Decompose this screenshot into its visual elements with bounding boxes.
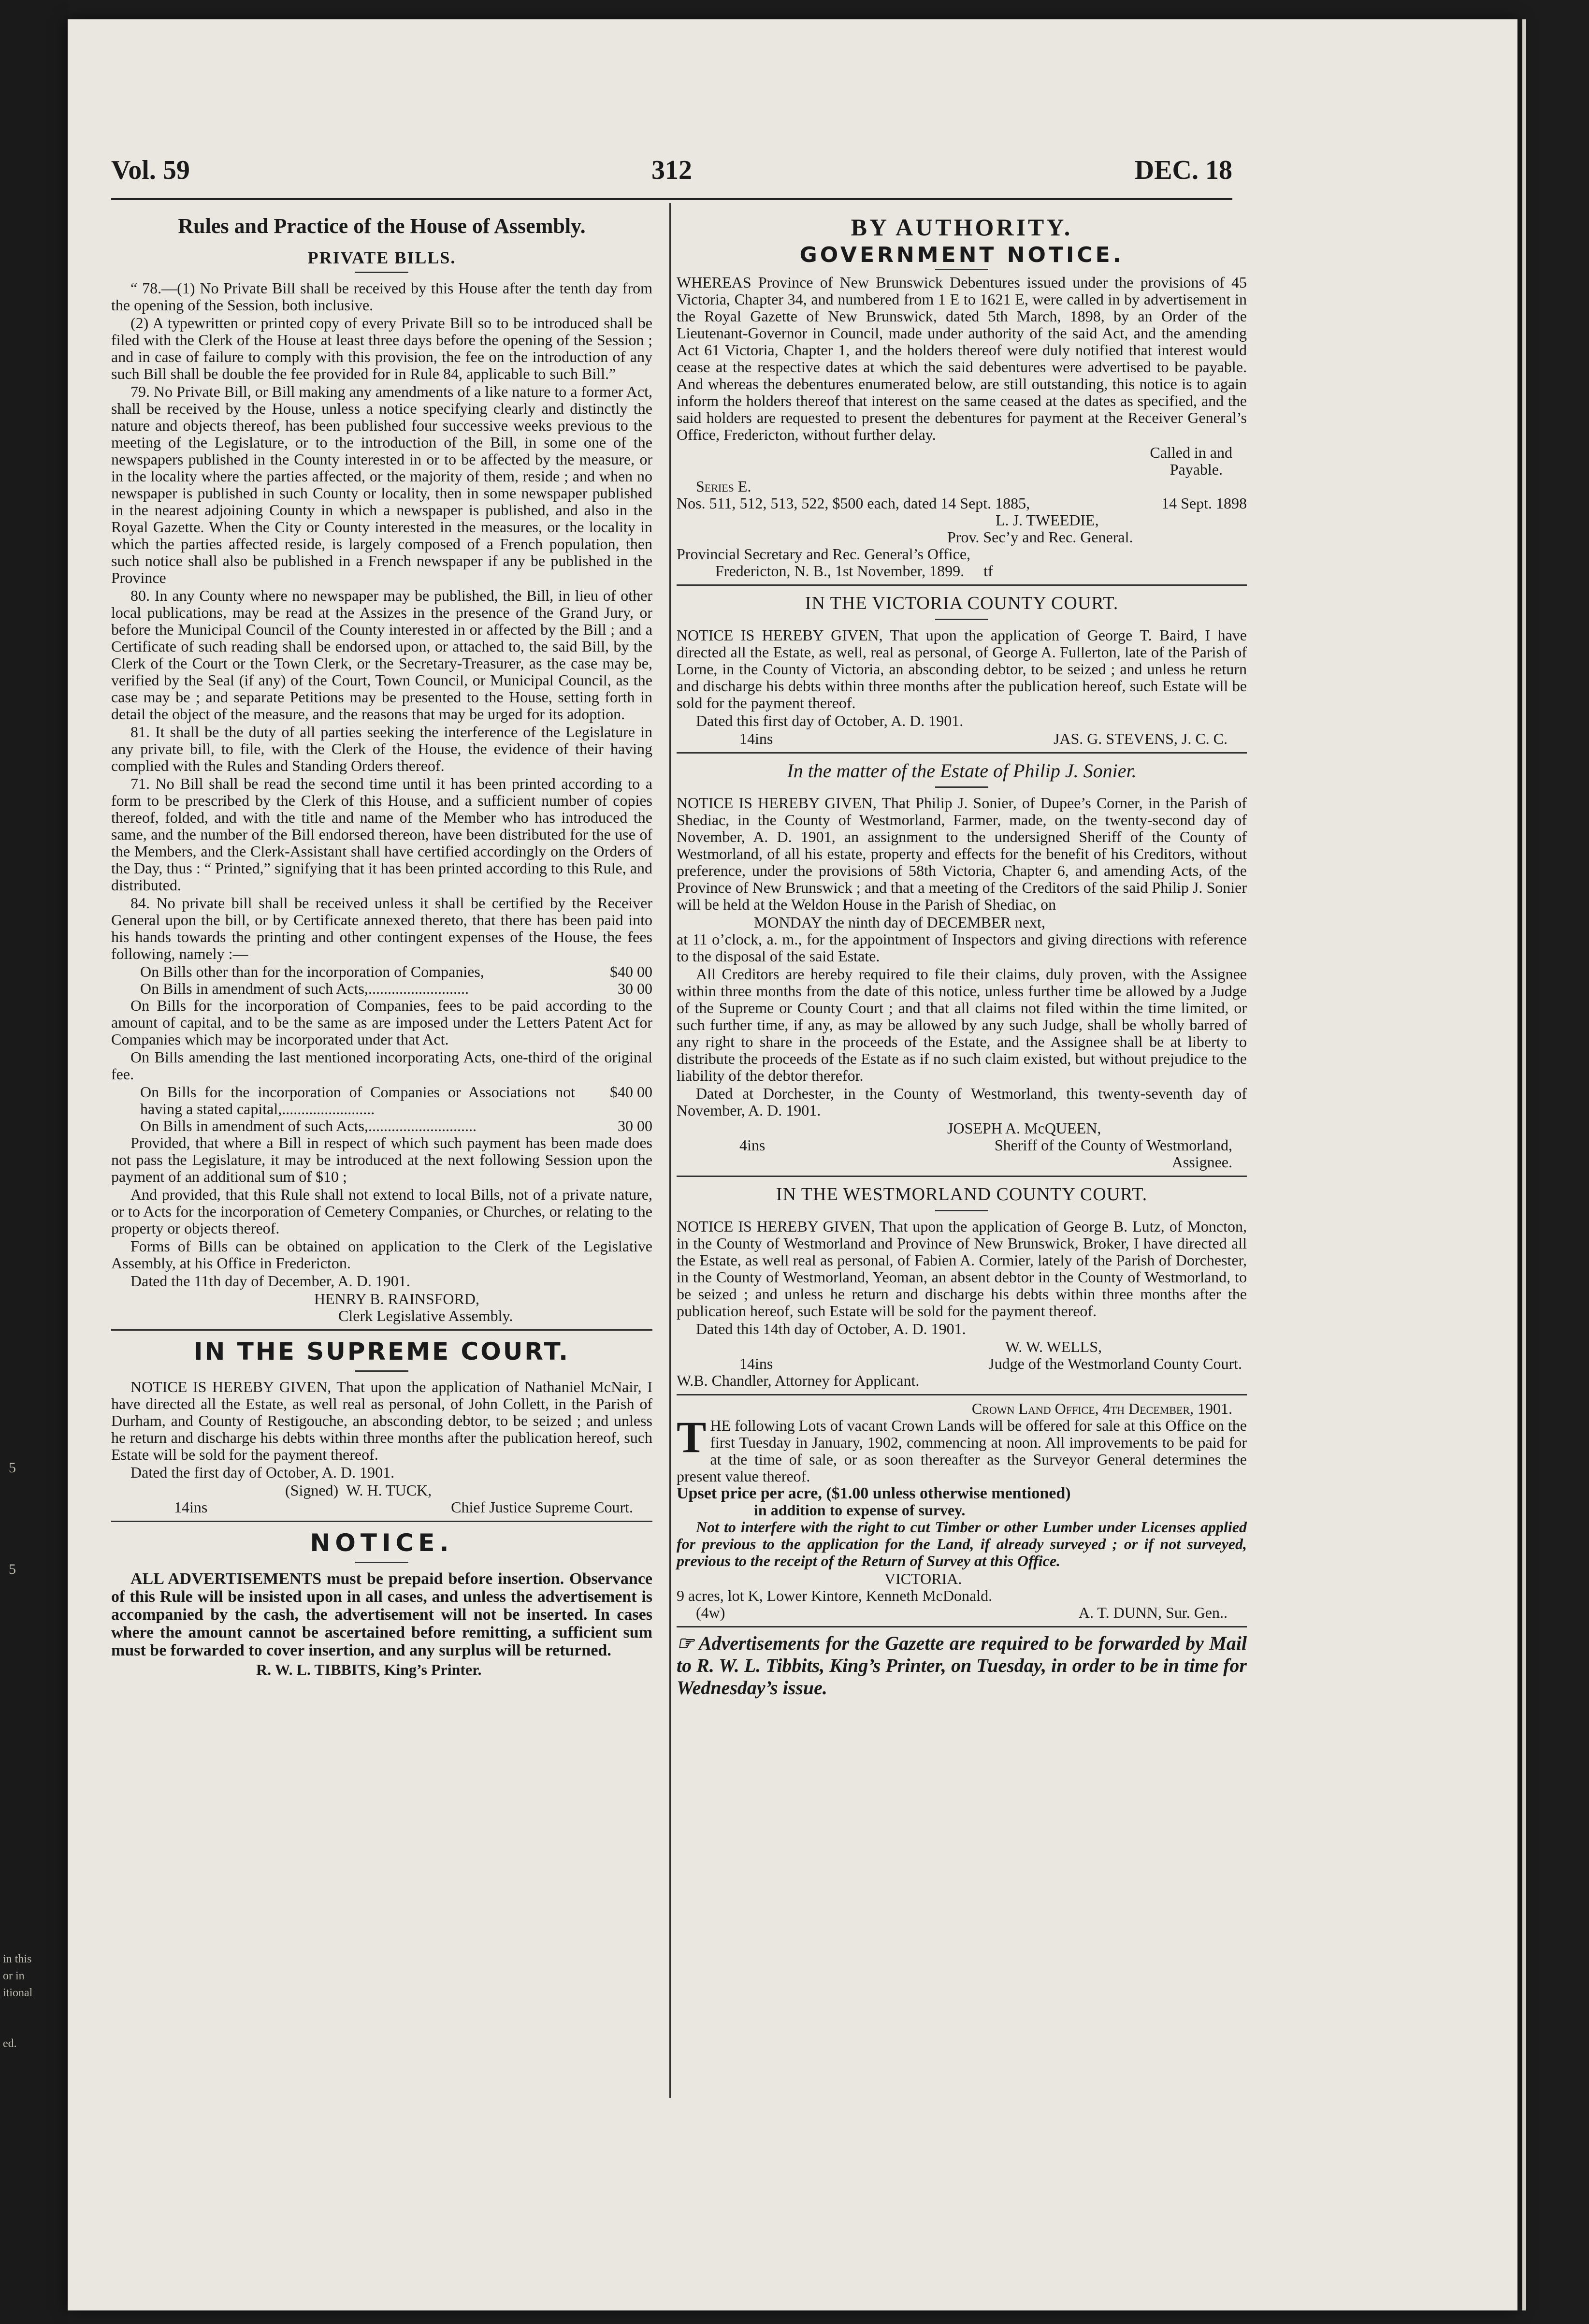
sheriff-title-line (677, 1137, 1247, 1154)
supreme-signed-line (111, 1482, 652, 1499)
fee-paragraph: On Bills for the incorporation of Companies, fees to be paid according to the amount of capital, and to be the same as are imposed under the Letters Patent Act for Companies which may be incorporated under that Act. (111, 997, 652, 1048)
supreme-title-line (111, 1499, 652, 1516)
rule-paragraph: (2) A typewritten or printed copy of every Private Bill so to be introduced shall be filed with the Clerk of the House at least three days before the opening of the Session ; and in case of failure to comply with this provision, the fee on the introduction of any such Bill shall be double the fee provided for in Rule 84, applicable to such Bill.” (111, 314, 652, 382)
section-rule (677, 584, 1247, 586)
supreme-dated: Dated the first day of October, A. D. 1901. (130, 1464, 395, 1481)
surveyor-general: A. T. DUNN, Sur. Gen.. (1078, 1604, 1228, 1621)
tweedie-name: L. J. TWEEDIE, (996, 511, 1099, 529)
margin-char: 5 (9, 1561, 16, 1577)
fee-amount: 30 00 (618, 1117, 652, 1134)
lot-listing: 9 acres, lot K, Lower Kintore, Kenneth McDonald. (677, 1587, 993, 1604)
insertions-count: 4ins (739, 1136, 766, 1154)
weeks-count: (4w) (696, 1604, 725, 1621)
victoria-notice-text: NOTICE IS HEREBY GIVEN, That upon the application of George T. Baird, I have directed all the Estate, as well, real as personal, of George A. Fullerton, late of the Parish of Lorne, in the County of Victoria, an absconding debtor, to be seized ; and unless he return and discharge his debts within three months after the publication hereof, such Estate will be sold for the payment thereof. (677, 626, 1247, 712)
rule-paragraph: 80. In any County where no newspaper may be published, the Bill, in lieu of other local publications, may be read at the Assizes in the presence of the Grand Jury, or before the Municipal Council of the County interested in or affected by the Bill ; and a Certificate of such reading shall be endorsed upon, or attached to, the said Bill, by the Clerk of the Court or the Town Clerk, or the Secretary-Treasurer, as the case may be, verified by the Seal (if any) of the Court, Town Council, or Municipal Council, as the case may be ; and separate Petitions may be presented to the House, setting forth in detail the object of the measure, and the reasons that may be urged for its adoption. (111, 587, 652, 723)
fee-paragraph: On Bills amending the last mentioned incorporating Acts, one-third of the original fee. (111, 1048, 652, 1083)
supreme-signer: W. H. TUCK, (346, 1482, 432, 1499)
surveyor-sign-line (677, 1604, 1247, 1621)
supreme-signer-title: Chief Justice Supreme Court. (451, 1498, 633, 1516)
insertions-count: 14ins (739, 1355, 773, 1372)
section-rule (677, 752, 1247, 754)
column-divider (669, 203, 671, 2098)
insertions-count: 14ins (174, 1498, 208, 1516)
short-rule (355, 1562, 408, 1563)
fee-label: On Bills for the incorporation of Companies or Associations not having a stated capital,........................ (140, 1083, 575, 1118)
right-column (677, 213, 1247, 1700)
rule-paragraph: Provided, that where a Bill in respect of which such payment has been made does not pass the Legislature, it may be introduced at the next following Session upon the payment of an additional sum of $10 ; (111, 1134, 652, 1185)
victoria-signer: JAS. G. STEVENS, J. C. C. (1053, 730, 1228, 747)
rules-title: Rules and Practice of the House of Assembly. (178, 214, 586, 238)
section-rule (111, 1521, 652, 1522)
supreme-court-heading: IN THE SUPREME COURT. (193, 1337, 570, 1365)
supreme-notice-text: NOTICE IS HEREBY GIVEN, That upon the application of Nathaniel McNair, I have directed all the Estate, as well real as personal, of John Collett, in the Parish of Durham, and County of Restigouche, an absconding debtor, to be seized ; and unless he return and discharge his debts within three months after the publication hereof, such Estate will be sold for the payment thereof. (111, 1378, 652, 1463)
fee-label: On Bills other than for the incorporation of Companies, (140, 963, 484, 980)
crown-land-office: Crown Land Office, 4th December, 1901. (971, 1400, 1232, 1417)
westmorland-court-heading: IN THE WESTMORLAND COUNTY COURT. (776, 1184, 1148, 1205)
short-rule (355, 272, 408, 273)
margin-char: 5 (9, 1460, 16, 1476)
section-rule (677, 1626, 1247, 1627)
fee-label: On Bills in amendment of such Acts,............................ (140, 1117, 477, 1134)
short-rule (935, 619, 988, 620)
short-rule (935, 269, 988, 270)
by-authority-heading: BY AUTHORITY. (851, 214, 1073, 241)
drop-cap: T (677, 1412, 707, 1462)
section-rule (677, 1176, 1247, 1177)
fee-row (111, 980, 652, 997)
debenture-numbers: Nos. 511, 512, 513, 522, $500 each, dated 14 Sept. 1885, (677, 494, 1030, 512)
wells-title: Judge of the Westmorland County Court. (988, 1355, 1242, 1372)
westmorland-notice-text: NOTICE IS HEREBY GIVEN, That upon the application of George B. Lutz, of Moncton, in the County of Westmorland and Province of New Brunswick, Broker, I have directed all the Estate, as well real as personal, of Fabien A. Cormier, lately of the Parish of Dorchester, in the County of Westmorland, Yeoman, an absent debtor in the County of Westmorland, to be seized ; and unless he return and discharge his debts within three months after the publication hereof, such Estate will be sold for the payment thereof. (677, 1218, 1247, 1320)
fee-row (111, 963, 652, 980)
called-in-label: Called in and (1150, 444, 1232, 461)
tweedie-title: Prov. Sec’y and Rec. General. (947, 528, 1133, 546)
fee-row (111, 1084, 652, 1118)
office-date: Fredericton, N. B., 1st November, 1899. (715, 562, 965, 580)
office-line: Provincial Secretary and Rec. General’s Office, (677, 545, 971, 563)
signed-label: (Signed) (285, 1482, 339, 1499)
debenture-row (677, 495, 1247, 512)
victoria-court-heading: IN THE VICTORIA COUNTY COURT. (805, 593, 1119, 613)
upset-price: Upset price per acre, ($1.00 unless otherwise mentioned) (677, 1484, 1071, 1502)
assignee-label: Assignee. (1171, 1153, 1232, 1171)
margin-char: or in (3, 1970, 25, 1982)
hand-icon: ☞ (677, 1632, 699, 1654)
advertisement-rule-text: ALL ADVERTISEMENTS must be prepaid before insertion. Observance of this Rule will be insisted upon in all cases, and unless the advertisement is accompanied by the cash, the advertisement will not be inserted. In cases where the amount cannot be ascertained before remitting, a sufficient sum must be forwarded to cover insertion, and any surplus will be returned. (111, 1570, 652, 1659)
rule-paragraph: 71. No Bill shall be read the second time until it has been printed according to a form to be prescribed by the Clerk of this House, and a sufficient number of copies thereof, folded, and with the title and name of the Member who has introduced the same, and the number of the Bill endorsed thereon, have been distributed for the use of the Members, and the Clerk-Assistant shall have certified accordingly on the Orders of the Day, thus : “ Printed,” signifying that it has been printed according to this Rule, and distributed. (111, 775, 652, 894)
dated-line: Dated the 11th day of December, A. D. 1901. (130, 1272, 410, 1290)
crown-lands-notice (677, 1412, 1247, 1485)
gazette-advert-notice (677, 1632, 1247, 1699)
rule-paragraph: “ 78.—(1) No Private Bill shall be received by this House after the tenth day from the opening of the Session, both inclusive. (111, 279, 652, 314)
section-rule (111, 1329, 652, 1331)
survey-expense: in addition to expense of survey. (754, 1501, 966, 1519)
sonier-estate-heading: In the matter of the Estate of Philip J. Sonier. (787, 760, 1137, 782)
sonier-meeting-text: at 11 o’clock, a. m., for the appointment of Inspectors and giving directions with reference to the disposal of the said Estate. (677, 930, 1247, 965)
debenture-notice-text: WHEREAS Province of New Brunswick Debentures issued under the provisions of 45 Victoria, Chapter 34, and numbered from 1 E to 1621 E, were called in by advertisement in the Royal Gazette of New Brunswick, dated 5th March, 1898, by an Order of the Lieutenant-Governor in Council, made under authority of the said Act, and the amending Act 61 Victoria, Chapter 1, and the holders thereof were duly notified that interest would cease at the respective dates at which the said debentures were advertised to be payable. And whereas the debentures enumerated below, are still outstanding, this notice is to again inform the holders thereof that interest on the same ceased at the dates as specified, and the said holders are requested to present the debentures for payment at the Receiver General’s Office, Fredericton, without further delay. (677, 274, 1247, 443)
kings-printer-sign: R. W. L. TIBBITS, King’s Printer. (256, 1661, 482, 1678)
tf-mark: tf (983, 562, 993, 580)
payable-label: Payable. (1170, 461, 1223, 478)
victoria-sign-line (677, 730, 1247, 747)
rule-paragraph: 79. No Private Bill, or Bill making any amendments of a like nature to a former Act, shall be received by the House, unless a notice specifying clearly and distinctly the nature and objects thereof, has been published four successive weeks previous to the meeting of the Legislature, or to the introduction of the Bill, in some one of the newspapers published in the County interested in or to be affected by the measure, or in the locality where the parties affected, or the majority of them, reside ; and when no newspaper is published in such County or locality, then in some newspaper published in the nearest adjoining County in which a newspaper is published, and also in the Royal Gazette. When the City or County interested in the measures, or the locality in which the parties affected reside, is largely composed of a French population, then such notice shall also be published in a French newspaper if any be published in the Province (111, 383, 652, 586)
office-date-line (677, 563, 1247, 580)
section-rule (677, 1394, 1247, 1395)
crown-lands-text: HE following Lots of vacant Crown Lands will be offered for sale at this Office on the first Tuesday in January, 1902, commencing at noon. All improvements to be paid for at the time of sale, or as soon thereafter as the Surveyor General determines the present value thereof. (677, 1417, 1247, 1485)
issue-date: DEC. 18 (1134, 155, 1232, 185)
sheriff-name: JOSEPH A. McQUEEN, (947, 1119, 1101, 1137)
left-column (111, 213, 652, 1678)
volume-label: Vol. 59 (111, 155, 190, 185)
victoria-dated: Dated this first day of October, A. D. 1901. (696, 712, 964, 729)
notice-heading: NOTICE. (310, 1529, 454, 1557)
fee-label: On Bills in amendment of such Acts,.......................... (140, 980, 469, 997)
westmorland-dated: Dated this 14th day of October, A. D. 1901. (696, 1320, 966, 1337)
rule-paragraph: And provided, that this Rule shall not extend to local Bills, not of a private nature, or to Acts for the incorporation of Cemetery Companies, or Churches, or relating to the property or objects thereof. (111, 1186, 652, 1237)
page-header (111, 155, 1232, 189)
government-notice-heading: GOVERNMENT NOTICE. (799, 243, 1124, 267)
signature-title: Clerk Legislative Assembly. (338, 1307, 513, 1324)
header-rule (111, 198, 1232, 200)
short-rule (355, 1370, 408, 1372)
page-edge (1522, 19, 1526, 2310)
private-bills-heading: PRIVATE BILLS. (307, 248, 456, 267)
advert-text: Advertisements for the Gazette are required to be forwarded by Mail to R. W. L. Tibbits, King’s Printer, on Tuesday, in order to be in time for Wednesday’s issue. (677, 1632, 1247, 1699)
sonier-dated: Dated at Dorchester, in the County of Westmorland, this twenty-seventh day of November, A. D. 1901. (677, 1085, 1247, 1119)
rule-paragraph: 81. It shall be the duty of all parties seeking the interference of the Legislature in any private bill, to file, with the Clerk of the House, the evidence of their having complied with the Rules and Standing Orders thereof. (111, 723, 652, 774)
page-number: 312 (651, 155, 692, 185)
attorney-line: W.B. Chandler, Attorney for Applicant. (677, 1372, 920, 1389)
meeting-date: MONDAY the ninth day of DECEMBER next, (754, 914, 1045, 931)
wells-title-line (677, 1355, 1247, 1372)
county-label: VICTORIA. (884, 1570, 962, 1587)
series-label: Series E. (696, 478, 751, 495)
rule-paragraph: Forms of Bills can be obtained on application to the Clerk of the Legislative Assembly, at his Office in Fredericton. (111, 1237, 652, 1272)
sheriff-title: Sheriff of the County of Westmorland, (994, 1136, 1232, 1154)
short-rule (935, 786, 988, 788)
debenture-payable-date: 14 Sept. 1898 (1161, 494, 1247, 512)
wells-name: W. W. WELLS, (1005, 1338, 1102, 1355)
fee-amount: $40 00 (610, 963, 652, 980)
sonier-creditors-text: All Creditors are hereby required to file their claims, duly proven, with the Assignee within three months from the date of this notice, unless further time be allowed by a Judge of the Supreme or County Court ; and that all claims not filed within the time limited, or such further time, if any, as may be allowed by any such Judge, shall be wholly barred of any right to share in the proceeds of the Estate, and the Assignee shall be at liberty to distribute the proceeds of the Estate as if no such claim existed, but without prejudice to the liability of the debtor therefor. (677, 965, 1247, 1084)
fee-amount: 30 00 (618, 980, 652, 997)
fee-amount: $40 00 (610, 1083, 652, 1101)
margin-char: in this (3, 1953, 32, 1965)
signature-name: HENRY B. RAINSFORD, (314, 1290, 479, 1307)
margin-char: ed. (3, 2037, 17, 2050)
margin-char: itional (3, 1987, 33, 1999)
insertions-count: 14ins (739, 730, 773, 747)
short-rule (935, 1210, 988, 1211)
rule-paragraph: 84. No private bill shall be received unless it shall be certified by the Receiver General upon the bill, or by Certificate annexed thereto, that there has been paid into his hands towards the printing and other contingent expenses of the House, the fees following, namely :— (111, 894, 652, 962)
sonier-notice-text: NOTICE IS HEREBY GIVEN, That Philip J. Sonier, of Dupee’s Corner, in the Parish of Shediac, in the County of Westmorland, Farmer, made, on the twenty-second day of November, A. D. 1901, an assignment to the undersigned Sheriff of the County of Westmorland, of all his estate, property and effects for the benefit of his Creditors, without preference, under the provisions of 58th Victoria, Chapter 6, and amending Acts, of the Province of New Brunswick ; and that a meeting of the Creditors of the said Philip J. Sonier will be held at the Weldon House in the Parish of Shediac, on (677, 794, 1247, 913)
timber-condition: Not to interfere with the right to cut Timber or other Lumber under Licenses applied for previous to the application for the Land, if already surveyed ; or if not surveyed, previous to the receipt of the Return of Survey at this Office. (677, 1518, 1247, 1569)
fee-row (111, 1118, 652, 1134)
